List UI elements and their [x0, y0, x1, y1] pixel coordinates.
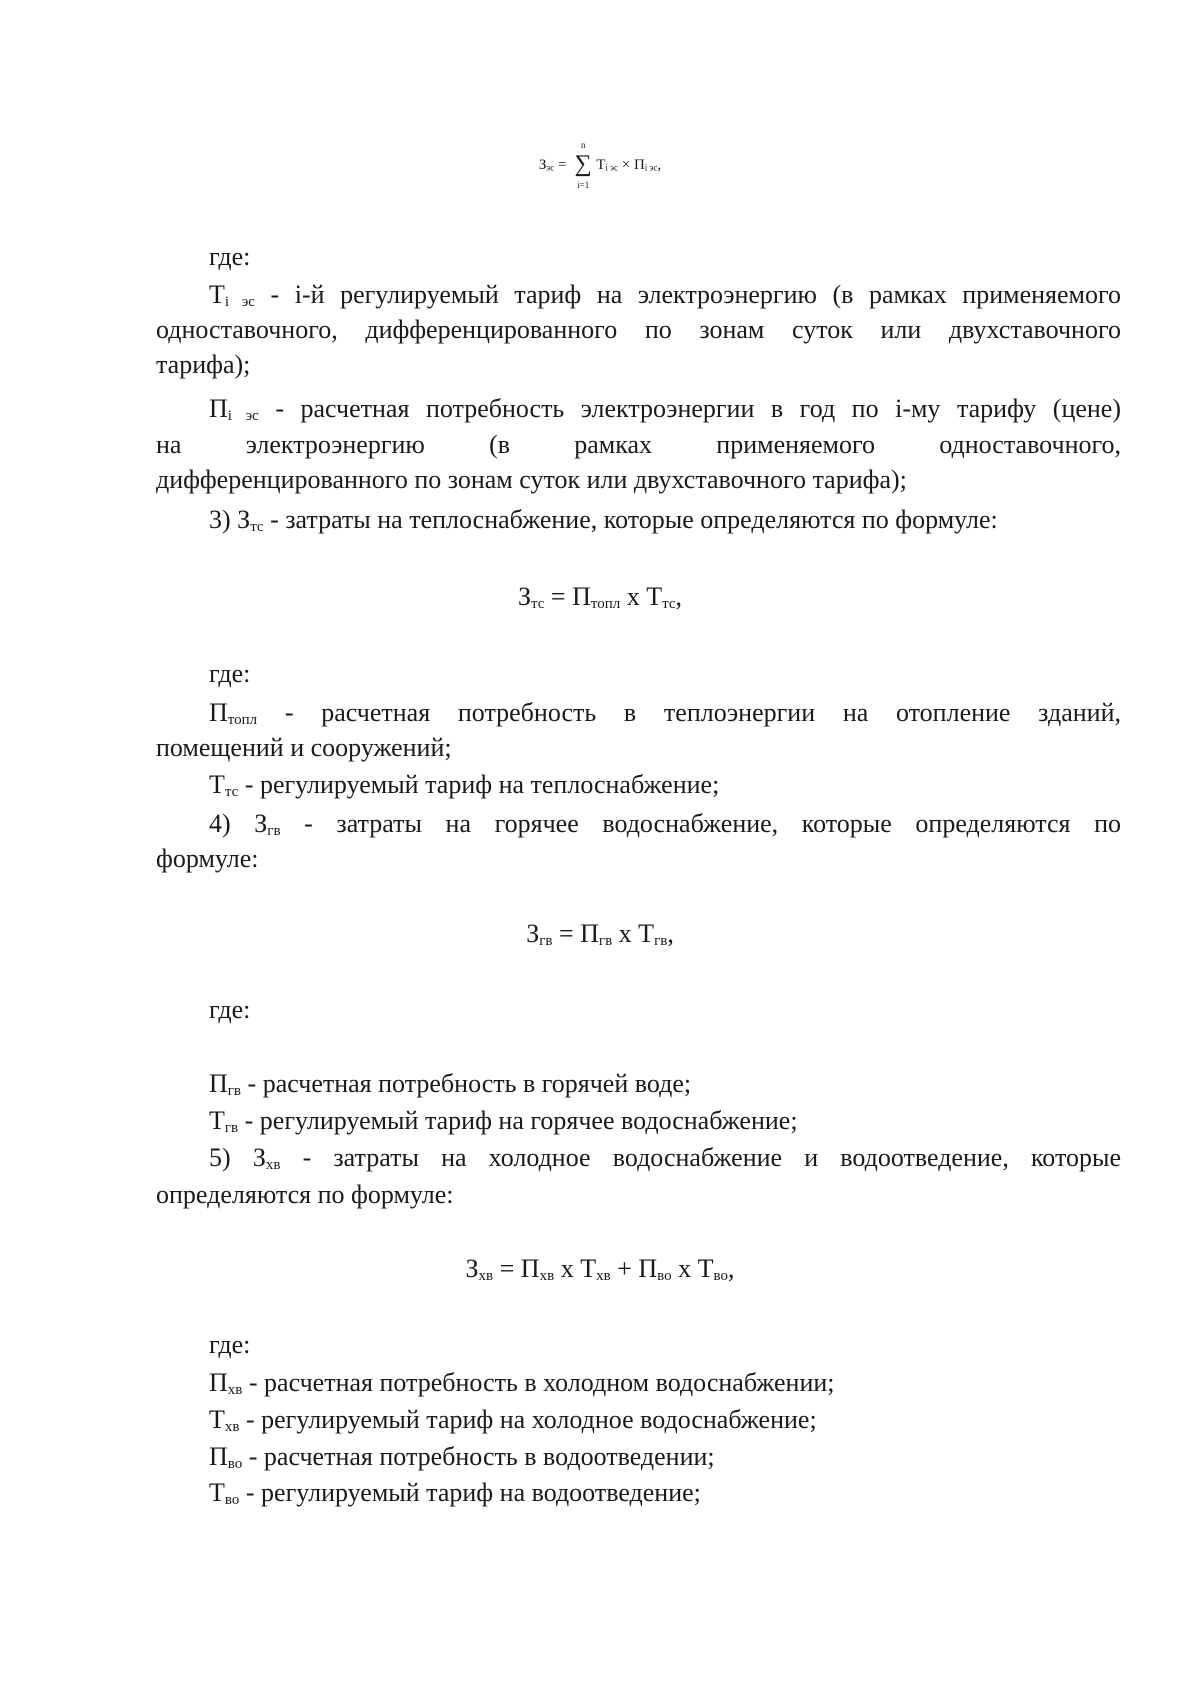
where-label: где:: [209, 659, 251, 688]
item-5-cold-water-line-2: определяются по формуле:: [156, 1180, 454, 1209]
definition-t-es-line-3: тарифа);: [156, 350, 251, 379]
item-3-heat-supply: 3) $З_{тс}$ - затраты на теплоснабжение, которые определяются по формуле:: [209, 505, 998, 535]
formula-heat-supply: $З_{тс} = П_{топл}$ x $Т_{тс}$,: [517, 582, 683, 612]
definition-p-hv: $П_{хв}$ - расчетная потребность в холодном водоснабжении;: [209, 1368, 835, 1398]
definition-t-gv: $Т_{гв}$ - регулируемый тариф на горячее водоснабжение;: [209, 1106, 798, 1136]
definition-t-ts: $Т_{тс}$ - регулируемый тариф на теплоснабжение;: [209, 770, 720, 800]
item-4-hot-water-line-2: формуле:: [156, 844, 259, 873]
summation-sign: n ∑ i=1: [574, 140, 592, 190]
definition-t-es-line-1: $Т_{i эс} - i-й$ регулируемый тариф на электроэнергию (в рамках применяемого: [209, 280, 1122, 310]
where-label: где:: [209, 995, 251, 1024]
definition-p-topl-line-1: $П_{топл}$ - расчетная потребность в теплоэнергии на отопление зданий,: [209, 698, 1121, 728]
where-label: где:: [209, 1330, 251, 1359]
definition-p-es-line-3: дифференцированного по зонам суток или двухставочного тарифа);: [156, 465, 907, 494]
formula-electricity: $З_{эс}$ = n ∑ i=1 $T_{i эс} \times П_{i эс}$,: [538, 140, 662, 190]
item-4-hot-water-line-1: 4) $З_{гв}$ - затраты на горячее водоснабжение, которые определяются по: [209, 809, 1121, 839]
definition-t-vo: $Т_{во}$ - регулируемый тариф на водоотведение;: [209, 1478, 701, 1508]
definition-t-hv: $Т_{хв}$ - регулируемый тариф на холодное водоснабжение;: [209, 1405, 817, 1435]
definition-p-topl-line-2: помещений и сооружений;: [156, 733, 452, 762]
formula-hot-water: $З_{гв} = П_{гв}$ x $Т_{гв}$,: [526, 919, 674, 949]
item-5-cold-water-line-1: 5) $З_{хв}$ - затраты на холодное водоснабжение и водоотведение, которые: [209, 1143, 1121, 1173]
definition-p-es-line-2: на электроэнергию (в рамках применяемого одноставочного,: [156, 430, 1121, 459]
definition-p-vo: $П_{во}$ - расчетная потребность в водоотведении;: [209, 1442, 715, 1472]
definition-p-es-line-1: $П_{i эс}$ - расчетная потребность электроэнергии в год по i-му тарифу (цене): [209, 394, 1122, 424]
definition-t-es-line-2: одноставочного, дифференцированного по зонам суток или двухставочного: [156, 315, 1121, 344]
definition-p-gv: $П_{гв}$ - расчетная потребность в горячей воде;: [209, 1069, 692, 1099]
formula-cold-water: $З_{хв} = П_{хв}$ x $Т_{хв} + П_{во}$ x $Т_{во}$,: [465, 1254, 735, 1284]
where-label: где:: [209, 242, 251, 271]
